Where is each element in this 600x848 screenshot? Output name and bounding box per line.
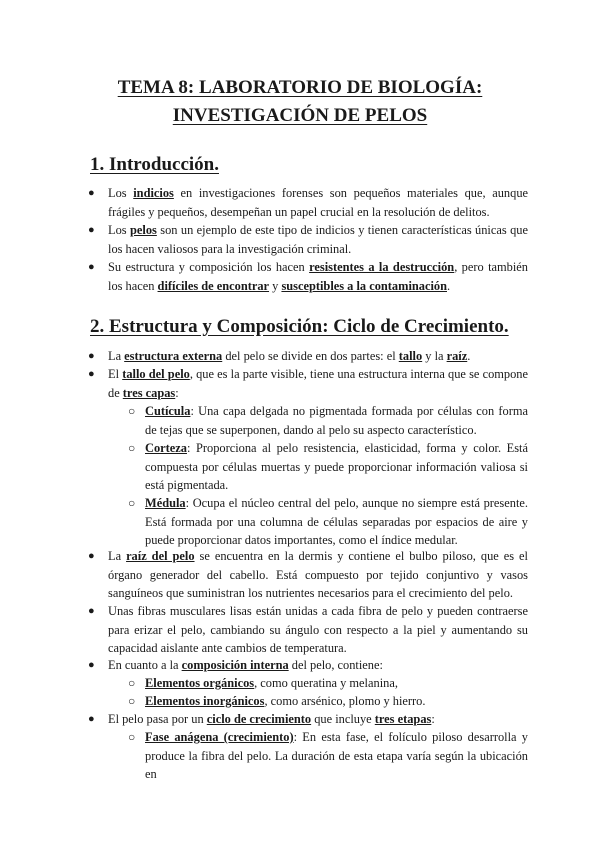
section-1-heading: 1. Introducción. <box>90 154 219 175</box>
sec2-bullet-2: El tallo del pelo, que es la parte visible, tiene una estructura interna que se compone de tres capas: <box>108 367 528 400</box>
document-title-line-1: TEMA 8: LABORATORIO DE BIOLOGÍA: <box>117 77 483 98</box>
bullet-icon: ● <box>88 550 95 562</box>
sub-bullet-icon: ○ <box>128 676 136 690</box>
sec2-sub-bullet-medula: Médula: Ocupa el núcleo central del pelo, aunque no siempre está presente. Está formada por una columna de células separadas por espacios de aire y puede proporcionar datos importantes, como el índice medular. <box>145 496 528 547</box>
sec2-sub-bullet-corteza: Corteza: Proporciona al pelo resistencia, elasticidad, forma y color. Está compuesta por células muertas y puede proporcionar información valiosa si está pigmentada. <box>145 441 528 492</box>
section-2-heading: 2. Estructura y Composición: Ciclo de Crecimiento. <box>90 316 509 337</box>
sec2-bullet-6: El pelo pasa por un ciclo de crecimiento que incluye tres etapas: <box>108 712 435 726</box>
bullet-icon: ● <box>88 659 95 671</box>
sec2-sub-bullet-organicos: Elementos orgánicos, como queratina y melanina, <box>145 676 398 690</box>
sec2-bullet-4: Unas fibras musculares lisas están unidas a cada fibra de pelo y pueden contraerse para erizar el pelo, cambiando su ángulo con respecto a la piel y aumentando su capacidad aislante ante cambios de temperatura. <box>108 604 528 655</box>
sub-bullet-icon: ○ <box>128 694 136 708</box>
document-title-line-2: INVESTIGACIÓN DE PELOS <box>172 105 428 126</box>
bullet-icon: ● <box>88 187 95 199</box>
sub-bullet-icon: ○ <box>128 404 136 418</box>
sec2-bullet-1: La estructura externa del pelo se divide en dos partes: el tallo y la raíz. <box>108 349 471 363</box>
sub-bullet-icon: ○ <box>128 496 136 510</box>
bullet-icon: ● <box>88 261 95 273</box>
sub-bullet-icon: ○ <box>128 441 136 455</box>
bullet-icon: ● <box>88 350 95 362</box>
bullet-icon: ● <box>88 605 95 617</box>
sec2-bullet-5: En cuanto a la composición interna del pelo, contiene: <box>108 658 383 672</box>
sec1-bullet-2: Los pelos son un ejemplo de este tipo de indicios y tienen características únicas que los hacen valiosos para la investigación criminal. <box>108 223 528 256</box>
sec1-bullet-1: Los indicios en investigaciones forenses son pequeños materiales que, aunque frágiles y pequeños, desempeñan un papel crucial en la resolución de delitos. <box>108 186 529 219</box>
bullet-icon: ● <box>88 713 95 725</box>
sec2-sub-bullet-cuticula: Cutícula: Una capa delgada no pigmentada formada por células con forma de tejas que se superponen, dando al pelo su aspecto característico. <box>145 404 528 437</box>
sub-bullet-icon: ○ <box>128 730 136 744</box>
bullet-icon: ● <box>88 368 95 380</box>
sec1-bullet-3: Su estructura y composición los hacen resistentes a la destrucción, pero también los hacen difíciles de encontrar y susceptibles a la contaminación. <box>108 260 528 293</box>
sec2-bullet-3: La raíz del pelo se encuentra en la dermis y contiene el bulbo piloso, que es el órgano generador del cabello. Está compuesto por tejido conjuntivo y vasos sanguíneos que suministran los nutrientes necesarios para el crecimiento del pelo. <box>108 549 528 600</box>
sec2-sub-bullet-inorganicos: Elementos inorgánicos, como arsénico, plomo y hierro. <box>145 694 426 708</box>
bullet-icon: ● <box>88 224 95 236</box>
sec2-sub-bullet-anagena: Fase anágena (crecimiento): En esta fase, el folículo piloso desarrolla y produce la fibra del pelo. La duración de esta etapa varía según la ubicación en <box>145 730 528 781</box>
